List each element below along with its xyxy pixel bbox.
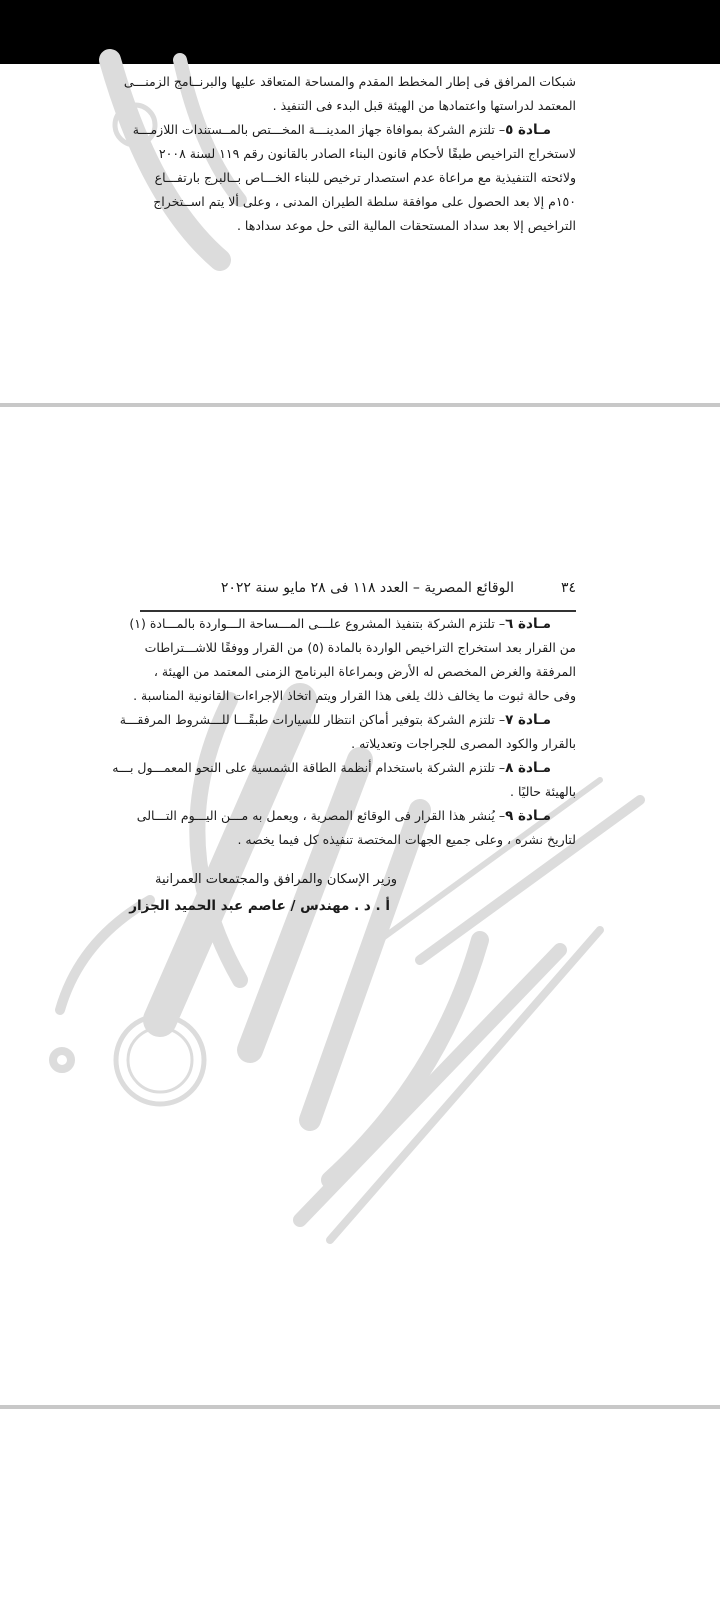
signatory-name: أ . د . مهندس / عاصم عبد الحميد الجزار (129, 898, 390, 914)
text-line: من القرار بعد استخراج التراخيص الواردة بالمادة (٥) من القرار ووفقًا للاشـــتراطات (144, 640, 576, 655)
gazette-title: الوقائع المصرية – العدد ١١٨ فى ٢٨ مايو سنة ٢٠٢٢ (220, 580, 514, 596)
article-7 (119, 708, 576, 732)
text-line: بالهيئة حاليًا . (510, 784, 576, 799)
article-text: – تلتزم الشركة بموافاة جهاز المدينـــة المخـــتص بالمــستندات اللازمـــة (132, 122, 506, 137)
text-line: المعتمد لدراستها واعتمادها من الهيئة قبل البدء فى التنفيذ . (272, 98, 576, 113)
article-text: – تلتزم الشركة بتنفيذ المشروع علـــى المـــساحة الـــواردة بالمـــادة (١) (129, 616, 506, 631)
top-status-bar (0, 0, 720, 64)
text-line: المرفقة والغرض المخصص له الأرض وبمراعاة البرنامج الزمنى المعتمد من الهيئة ، (153, 664, 576, 679)
text-line: التراخيص إلا بعد سداد المستحقات المالية التى حل موعد سدادها . (236, 218, 576, 233)
page-divider (0, 403, 720, 407)
text-line: بالقرار والكود المصرى للجراجات وتعديلاته . (351, 736, 576, 751)
article-text: – تلتزم الشركة باستخدام أنظمة الطاقة الشمسية على النحو المعمـــول بـــه (112, 760, 506, 775)
text-line: لاستخراج التراخيص طبقًا لأحكام قانون البناء الصادر بالقانون رقم ١١٩ لسنة ٢٠٠٨ (158, 146, 576, 161)
article-6 (129, 612, 576, 636)
article-label: مـادة ٦ (505, 616, 551, 632)
page1-text (123, 70, 576, 238)
text-line: ١٥٠م إلا بعد الحصول على موافقة سلطة الطيران المدنى ، وعلى ألا يتم اســتخراج (153, 194, 576, 209)
article-5 (132, 118, 576, 142)
article-text: – يُنشر هذا القرار فى الوقائع المصرية ، ويعمل به مـــن اليـــوم التـــالى (136, 808, 506, 823)
page2-text (112, 612, 576, 852)
article-9 (136, 804, 576, 828)
text-line: شبكات المرافق فى إطار المخطط المقدم والمساحة المتعاقد عليها والبرنــامج الزمنـــى (123, 74, 576, 89)
article-label: مـادة ٩ (505, 808, 551, 824)
signatory-role: وزير الإسكان والمرافق والمجتمعات العمرانية (154, 872, 397, 887)
text-line: لتاريخ نشره ، وعلى جميع الجهات المختصة تنفيذه كل فيما يخصه . (237, 832, 576, 847)
article-text: – تلتزم الشركة بتوفير أماكن انتظار للسيارات طبقًـــا للـــشروط المرفقـــة (119, 712, 506, 727)
text-line: ولائحته التنفيذية مع مراعاة عدم استصدار ترخيص للبناء الخـــاص بــالبرج بارتفـــاع (154, 170, 576, 185)
text-line: وفى حالة ثبوت ما يخالف ذلك يلغى هذا القرار ويتم اتخاذ الإجراءات القانونية المناسبة . (133, 688, 576, 703)
page-number: ٣٤ (560, 580, 576, 596)
page-divider (0, 1405, 720, 1409)
article-label: مـادة ٨ (505, 760, 551, 776)
article-8 (112, 756, 576, 780)
article-label: مـادة ٥ (505, 122, 551, 138)
article-label: مـادة ٧ (505, 712, 551, 728)
